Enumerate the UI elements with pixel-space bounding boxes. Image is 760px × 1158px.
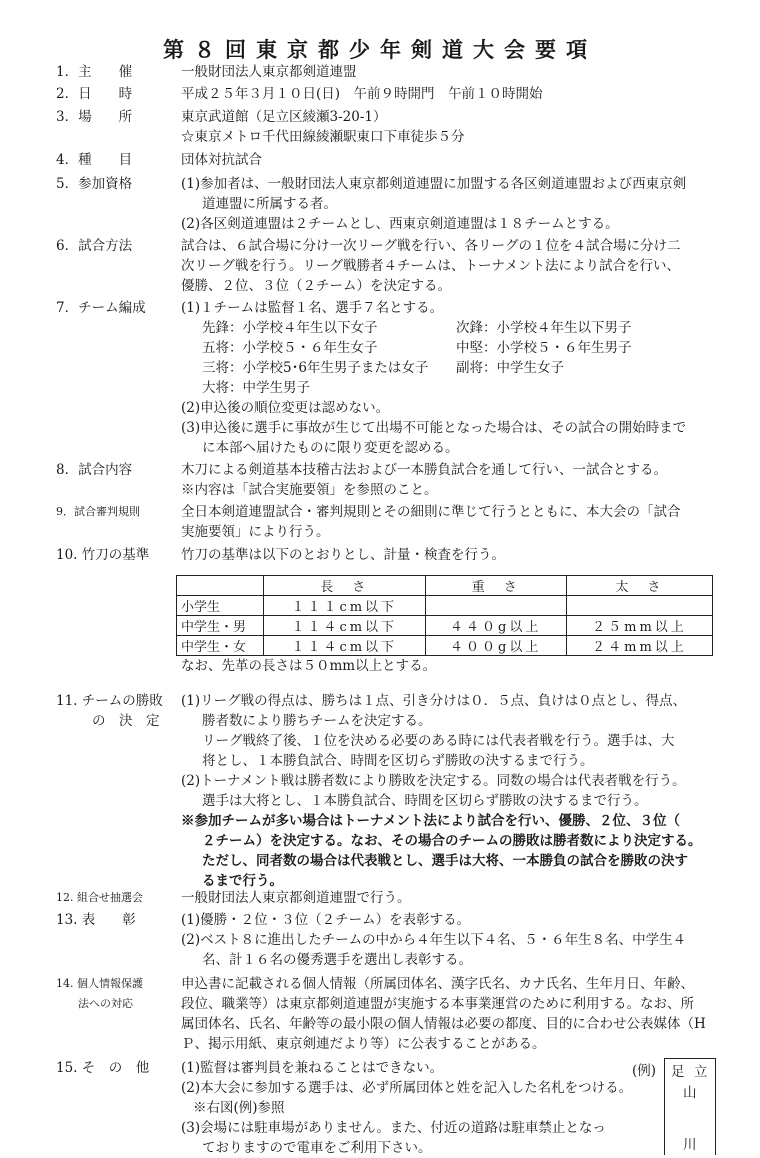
nameplate-char: 足 [671,1064,685,1080]
section-line: 優勝、２位、３位（２チーム）を決定する。 [181,278,451,294]
table-cell: ２４mm以上 [566,636,712,656]
section-label: 8．試合内容 [56,462,133,478]
section-line: (1)１チームは監督１名、選手７名とする。 [181,300,444,316]
section-line: 竹刀の基準は以下のとおりとし、計量・検査を行う。 [181,547,505,563]
section-label: 10. 竹刀の基準 [56,547,150,563]
section-line: 名、計１６名の優秀選手を選出し表彰する。 [202,952,472,968]
table-cell: ２５mm以上 [566,616,712,636]
section-line: 団体対抗試合 [181,152,262,168]
section-note: なお、先革の長さは５０mm以上とする。 [181,658,437,674]
section-line-bold: ※参加チームが多い場合はトーナメント法により試合を行い、優勝、２位、３位（ [181,813,680,829]
nameplate-box [664,1058,716,1155]
nameplate-char: 川 [683,1137,697,1153]
table-header-row [177,576,713,596]
section-line: (1)優勝・２位・３位（２チーム）を表彰する。 [181,912,471,928]
page-title: 第８回東京都少年剣道大会要項 [163,37,597,62]
section-line: 実施要領」により行う。 [181,524,330,540]
position-item: 先鋒：小学校４年生以下女子 [202,320,378,336]
section-line: (1)リーグ戦の得点は、勝ちは１点、引き分けは０．５点、負けは０点とし、得点、 [181,693,687,709]
table-cell: １１１cm以下 [264,596,426,616]
nameplate-char: 山 [683,1085,697,1101]
table-row [177,596,713,616]
table-row [177,636,713,656]
table-cell: 中学生・男 [177,616,264,636]
position-item: 副将：中学生女子 [456,360,564,376]
section-line: Ｐ、掲示用紙、東京剣連だより等）に公表することがある。 [181,1036,546,1052]
section-line: (2)トーナメント戦は勝者数により勝敗を決定する。同数の場合は代表者戦を行う。 [181,773,686,789]
section-line: (3)会場には駐車場がありません。また、付近の道路は駐車禁止となっ [181,1120,606,1136]
section-line-bold: るまで行う。 [202,873,283,889]
section-line: (3)申込後に選手に事故が生じて出場不可能となった場合は、その試合の開始時まで [181,420,687,436]
section-label-2: の 決 定 [92,713,160,729]
section-line: ておりますので電車をご利用下さい。 [202,1140,432,1156]
nameplate-example [632,1059,718,1155]
section-label: 6．試合方法 [56,238,133,254]
position-item: 次鋒：小学校４年生以下男子 [456,320,632,336]
table-cell: ４４０g以上 [425,616,566,636]
section-label: 12. 組合せ抽選会 [56,891,143,904]
section-line: (2)各区剣道連盟は２チームとし、西東京剣道連盟は１８チームとする。 [181,216,619,232]
section-label: 13. 表 彰 [56,912,136,928]
position-item: 三将：小学校5･6年生男子または女子 [202,360,429,376]
section-label: 15. そ の 他 [56,1060,150,1076]
table-cell: ４００g以上 [425,636,566,656]
section-label: 1．主 催 [56,64,133,80]
section-label: 5．参加資格 [56,176,133,192]
table-cell [425,596,566,616]
position-item: 中堅：小学校５・６年生男子 [456,340,632,356]
position-row [181,338,738,358]
section-label: 2．日 時 [56,86,133,102]
table-cell [566,596,712,616]
section-line: ☆東京メトロ千代田線綾瀬駅東口下車徒歩５分 [181,129,465,145]
position-row [181,378,738,398]
section-line: 勝者数により勝ちチームを決定する。 [202,713,432,729]
table-cell: １１４cm以下 [264,616,426,636]
section-line: ※内容は「試合実施要領」を参照のこと。 [181,482,438,498]
section-line: 申込書に記載される個人情報（所属団体名、漢字氏名、カナ氏名、生年月日、年齢、 [181,976,694,992]
section-label: 4．種 目 [56,152,133,168]
section-line: 試合は、６試合場に分け一次リーグ戦を行い、各リーグの１位を４試合場に分け二 [181,238,681,254]
section-label: 3．場 所 [56,109,133,125]
table-row [177,616,713,636]
table-header [177,576,264,596]
section-label: 9．試合審判規則 [56,505,140,518]
shinai-standard-table [176,575,713,656]
section-line: 平成２５年３月１０日(日) 午前９時開門 午前１０時開始 [181,86,543,102]
table-cell: 小学生 [177,596,264,616]
section-label: 14. 個人情報保護 [56,977,143,990]
section-line: 東京武道館（足立区綾瀬3-20-1） [181,109,387,125]
section-line: (2)本大会に参加する選手は、必ず所属団体と姓を記入した名札をつける。 [181,1080,633,1096]
section-line: 将とし、１本勝負試合、時間を区切らず勝敗の決するまで行う。 [202,753,594,769]
nameplate-label: (例) [632,1063,657,1079]
section-line: (2)ベスト８に進出したチームの中から４年生以下４名、５・６年生８名、中学生４ [181,932,687,948]
section-line: 一般財団法人東京都剣道連盟で行う。 [181,890,411,906]
section-line: (1)参加者は、一般財団法人東京都剣道連盟に加盟する各区剣道連盟および西東京剣 [181,176,687,192]
position-row [181,318,738,338]
position-row [181,358,738,378]
section-label-2: 法への対応 [78,997,133,1010]
section-label: 7．チーム編成 [56,300,146,316]
table-cell: １１４cm以下 [264,636,426,656]
section-line-bold: ２チーム）を決定する。なお、その場合のチームの勝敗は勝者数により決定する。 [202,833,702,849]
section-line: 段位、職業等）は東京都剣道連盟が実施する本事業運営のために利用する。なお、所 [181,996,694,1012]
section-line: 全日本剣道連盟試合・審判規則とその細則に準じて行うとともに、本大会の「試合 [181,504,681,520]
section-line: 木刀による剣道基本技稽古法および一本勝負試合を通して行い、一試合とする。 [181,462,667,478]
section-line: 選手は大将とし、１本勝負試合、時間を区切らず勝敗の決するまで行う。 [202,793,648,809]
section-label: 11. チームの勝敗 [56,693,163,709]
section-line: 一般財団法人東京都剣道連盟 [181,64,357,80]
section-line: 属団体名、氏名、年齢等の最小限の個人情報は必要の都度、目的に合わせ公表媒体（H [181,1016,706,1032]
section-line-bold: ただし、同者数の場合は代表戦とし、選手は大将、一本勝負の試合を勝敗の決す [202,853,688,869]
section-line: ※右図(例)参照 [193,1100,285,1116]
section-line: リーグ戦終了後、１位を決める必要のある時には代表者戦を行う。選手は、大 [202,733,675,749]
nameplate-char: 立 [694,1064,708,1080]
section-line: (2)申込後の順位変更は認めない。 [181,400,390,416]
table-header: 太 さ [566,576,712,596]
position-item: 大将：中学生男子 [202,380,310,396]
section-line: 次リーグ戦を行う。リーグ戦勝者４チームは、トーナメント法により試合を行い、 [181,258,680,274]
table-header: 重 さ [425,576,566,596]
section-line: 道連盟に所属する者。 [202,196,337,212]
position-item: 五将：小学校５・６年生女子 [202,340,378,356]
table-header: 長 さ [264,576,426,596]
section-line: に本部へ届けたものに限り変更を認める。 [202,440,459,456]
section-line: (1)監督は審判員を兼ねることはできない。 [181,1060,444,1076]
table-cell: 中学生・女 [177,636,264,656]
